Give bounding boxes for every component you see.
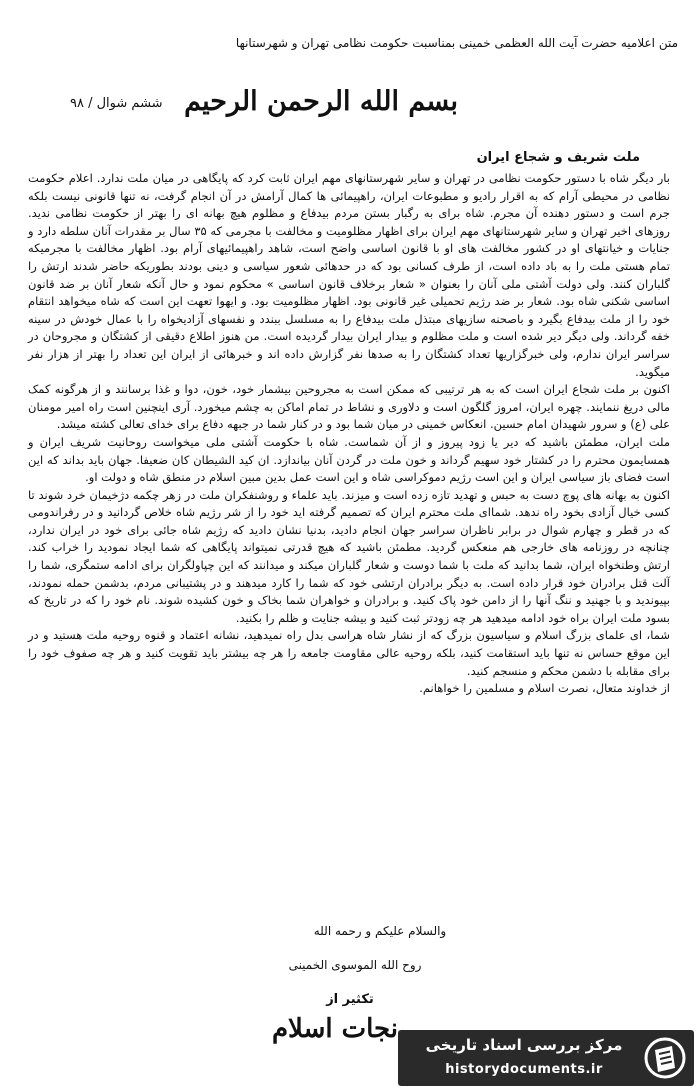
watermark-title: مرکز بررسی اسناد تاریخی	[425, 1036, 623, 1054]
salutation: ملت شریف و شجاع ایران	[476, 150, 640, 165]
body-paragraph: شما، ای علمای بزرگ اسلام و سیاسیون بزرگ که از نشار شاه هراسی بدل راه نمیدهید، نشانه اعتماد و قنوه روحیه ملت هستید و در این موقع حساس نه تنها باید استقامت کنید، بلکه روحیه عالی مقاومت جامعه را هر چه بیشتر باید تقویت کنید و هر چه صفوف خود را برای مقابله با دشمن محکم و منسجم کنید.	[28, 628, 670, 678]
body-paragraph: اکنون به بهانه های پوچ دست به حبس و تهدید تازه زده است و میزند. باید علماء و روشنفکران ملت در زهر چکمه دژخیمان خرد شوند تا کسی خیال آزادی بخود راه ندهد. شماای ملت محترم ایران که تصمیم گرفته اید خود را از شر رژیم شاه خلاص گردانید و در رفراندومی که در قطر و چهارم شوال در برابر ناظران سراسر جهان انجام دادید، بدنیا نشان دادید که رژیم شاه جائی برای خود در ایران ندارد، چنانچه در روزنامه های خارجی هم منعکس گردید. مطمئن باشید که هیچ قدرتی نمیتواند پایگاهی که شما ایجاد نمودید را خراب کند. ارتش وطنخواه ایران، شما بدانید که ملت با شما دوست و شعار گلباران میکند و میدانند که این چپاولگران برای ادامه ستمگری، شما را آلت قتل برادران خود قرار داده است. به دیگر برادران ارتشی خود که شما را کارد میدهند و در پشتیبانی مردم، بدشمن حمله نمودند، بپیوندید و با جهنید و ننگ آنها را از دامن خود پاک کنید. و برادران و خواهران شما بخاک و خون کشیده شوند. نام خود را که در تاریخ که بسود ملت ایران براه خود ادامه میدهید هر چه زودتر ثبت کنید و بیشه جنایت و ظلم را بکنید.	[28, 487, 670, 625]
body-paragraph: ملت ایران، مطمئن باشید که دیر یا زود پیروز و از آن شماست. شاه با حکومت آشتی ملی میخواست روحانیت شریف ایران و همسایمون محترم را در کشتار خود سهیم گرداند و خون ملت در گردن آنان بیاندازد. ان کید الشیطان کان ضعیفا. جهان باید بداند که این است فضای باز سیاسی ایران و این است رژیم دموکراسی شاه و این است عمل بدین مبین اسلام در منطق شاه و دولت او.	[28, 434, 670, 485]
closing-prayer: از خداوند متعال، نصرت اسلام و مسلمین را خواهانم.	[419, 681, 670, 696]
publisher-name: نجات اسلام	[271, 1014, 399, 1044]
body-paragraph: بار دیگر شاه با دستور حکومت نظامی در تهران و سایر شهرستانهای مهم ایران ثابت کرد که پایگاهی در میان ملت ندارد. اعلام حکومت نظامی در محیطی آرام که به اقرار رادیو و مطبوعات ایران، راهپیمائی ها کمال آرامش در آن انجام گرفت، نه تنها قانونی نیست بلکه جرم است و دستور دهنده آن مجرم. شاه برای به رگبار بستن مردم بیدفاع و مظلوم هیچ بهانه ای را بهتر از حکومت نظامی ندید. روزهای اخیر تهران و سایر شهرستانهای مهم ایران برای اظهار مظلومیت و مخالفت با مجرمی که ۳۵ سال بر مقدرات آنان سلطه دارد و جنایات و خیانتهای او در کشور مخالفت های او با قانون اساسی واضح است، شاهد راهپیمائیهای آرام بود. اظهار مخالفت با مجرمیکه تمام هستی ملت را به باد داده است، از طرف کسانی بود که در حدهائی شعور سیاسی و دینی بودند بطوریکه حاضر شدند ارتش را گلباران کنند. ولی دولت آشتی ملی آنان را بعنوان « شعار برخلاف قانون اساسی » محکوم نمود و حال آنکه شعار آنان بر ضد قانون اساسی شکنی شاه بود. شعار بر ضد رژیم تحمیلی غیر قانونی بود. اظهار مظلومیت بود. و ایهوا تعهت این است که شاه میخواهد انتقام خود را از ملت بیدفاع بگیرد و باصحنه سازیهای مبتذل ملت بیدفاع را به مسلسل ببندد و نفسهای آزادیخواه را با عمال خودش در سینه خفه گرداند. ولی دیگر دیر شده است و ملت مظلوم و بیدار ایران بیدار گردیده است. من هنوز اطلاع دقیقی از کشتگان و مجروحان در سراسر ایران ندارم، ولی خبرگزاریها تعداد کشتگان را به صدها نفر گزارش داده اند و خبرهائی از ایران این تعداد را بهتر از هزار نفر میگوید.	[28, 171, 670, 379]
closing-salutation: والسلام علیکم و رحمه الله	[313, 924, 447, 938]
site-watermark[interactable]	[398, 1030, 694, 1086]
document-body	[28, 170, 670, 698]
announcement-title: متن اعلامیه حضرت آیت الله العظمی خمینی بمناسبت حکومت نظامی تهران و شهرستانها	[235, 36, 678, 50]
signature: روح الله الموسوی الخمینی	[288, 958, 422, 972]
document-date: ششم شوال / ۹۸	[70, 96, 163, 111]
body-paragraph: اکنون بر ملت شجاع ایران است که به هر ترتیبی که ممکن است به مجروحین بیشمار خود، خون، دوا و غذا برسانند و از هرگونه کمک مالی دریغ ننمایند. چهره ایران، امروز گلگون است و دلاوری و نشاط در تمام اماکن به چشم میخورد. آری اینچنین است راه امیر مومنان علی (ع) و سرور شهیدان امام حسین. انعکاس خمینی در میان شما بود و در کنار شما در جبهه دفاع برای خدای تعالی کشته میشد.	[28, 382, 670, 432]
basmala-heading: بسم الله الرحمن الرحیم	[184, 86, 458, 117]
reprint-label: تکثیر از	[326, 992, 374, 1007]
archive-logo-icon	[644, 1036, 686, 1080]
watermark-url[interactable]: historydocuments.ir	[445, 1062, 603, 1077]
